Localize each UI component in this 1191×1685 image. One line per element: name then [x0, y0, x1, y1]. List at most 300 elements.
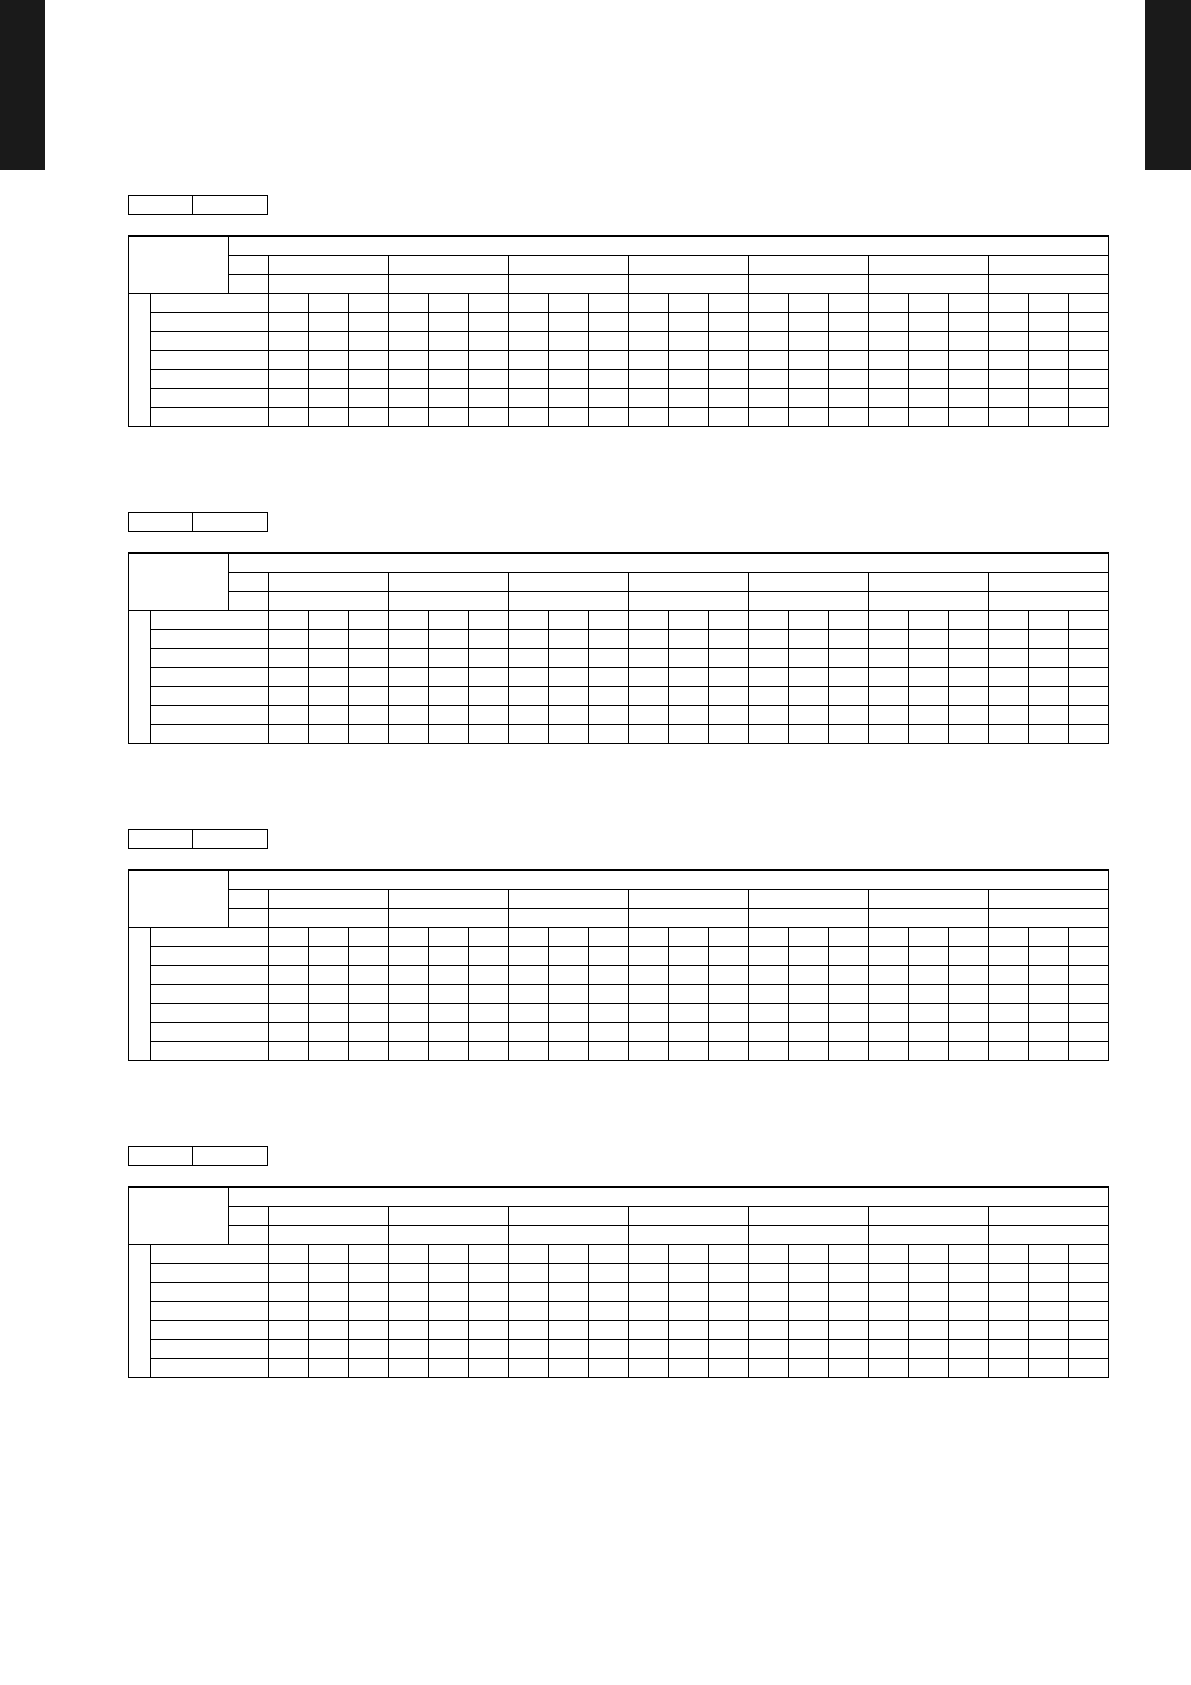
table-cell	[269, 370, 309, 389]
table-cell	[989, 966, 1029, 985]
table-cell	[829, 725, 869, 744]
table-cell	[389, 928, 429, 947]
table-cell	[749, 706, 789, 725]
table-cell	[829, 294, 869, 313]
table-cell	[1069, 1023, 1109, 1042]
table-cell	[1029, 332, 1069, 351]
table-row	[129, 630, 1109, 649]
table-cell	[789, 649, 829, 668]
table-cell	[989, 611, 1029, 630]
table-row	[129, 611, 1109, 630]
table-cell	[309, 630, 349, 649]
table-cell	[749, 725, 789, 744]
table-cell	[429, 1042, 469, 1061]
table-cell	[469, 1340, 509, 1359]
table-cell	[949, 294, 989, 313]
table-row	[129, 1245, 1109, 1264]
subgroup-header-cell	[869, 1226, 989, 1245]
table-cell	[1029, 370, 1069, 389]
table-cell	[1069, 1264, 1109, 1283]
table-cell	[469, 1321, 509, 1340]
table-cell	[1029, 1321, 1069, 1340]
table-cell	[989, 408, 1029, 427]
table-cell	[789, 630, 829, 649]
table-cell	[469, 389, 509, 408]
table-cell	[309, 1004, 349, 1023]
table-cell	[829, 649, 869, 668]
table-cell	[789, 1042, 829, 1061]
table-cell	[869, 928, 909, 947]
table-cell	[629, 1321, 669, 1340]
group-header-cell	[269, 573, 389, 592]
table-cell	[789, 668, 829, 687]
table-cell	[469, 313, 509, 332]
table-cell	[469, 725, 509, 744]
table-cell	[869, 1245, 909, 1264]
table-cell	[1069, 1321, 1109, 1340]
table-cell	[389, 1359, 429, 1378]
table-cell	[829, 687, 869, 706]
table-cell	[989, 332, 1029, 351]
side-label-cell	[129, 928, 151, 1061]
table-title-cell	[229, 236, 1109, 256]
table-cell	[829, 1321, 869, 1340]
table-cell	[509, 1004, 549, 1023]
table-cell	[829, 985, 869, 1004]
table-cell	[829, 1042, 869, 1061]
row-label-cell	[151, 1245, 269, 1264]
subgroup-header-cell	[869, 592, 989, 611]
table-cell	[309, 370, 349, 389]
subgroup-header-cell	[269, 909, 389, 928]
table-cell	[309, 1264, 349, 1283]
row-label-cell	[151, 649, 269, 668]
table-cell	[1029, 947, 1069, 966]
table-cell	[669, 1264, 709, 1283]
table-cell	[349, 1340, 389, 1359]
table-cell	[429, 928, 469, 947]
table-cell	[629, 947, 669, 966]
table-cell	[909, 1302, 949, 1321]
table-cell	[1069, 630, 1109, 649]
table-cell	[829, 1283, 869, 1302]
table-cell	[749, 966, 789, 985]
table-cell	[789, 706, 829, 725]
subgroup-header-cell	[629, 909, 749, 928]
table-cell	[309, 351, 349, 370]
table-cell	[309, 1340, 349, 1359]
table-cell	[749, 389, 789, 408]
table-cell	[1029, 611, 1069, 630]
section-label-key	[129, 196, 193, 214]
table-cell	[869, 1359, 909, 1378]
side-label-cell	[129, 1245, 151, 1378]
table-cell	[709, 1321, 749, 1340]
table-cell	[789, 928, 829, 947]
table-cell	[709, 966, 749, 985]
table-cell	[389, 313, 429, 332]
table-cell	[589, 966, 629, 985]
table-cell	[549, 649, 589, 668]
table-cell	[509, 649, 549, 668]
table-cell	[1029, 687, 1069, 706]
table-cell	[1069, 1004, 1109, 1023]
subgroup-header-cell	[989, 592, 1109, 611]
table-cell	[709, 947, 749, 966]
group-header-cell	[989, 256, 1109, 275]
table-cell	[1069, 351, 1109, 370]
table-cell	[749, 370, 789, 389]
table-cell	[829, 928, 869, 947]
group-header-cell	[629, 256, 749, 275]
row-label-cell	[151, 332, 269, 351]
table-cell	[789, 370, 829, 389]
table-cell	[269, 313, 309, 332]
subgroup-header-cell	[629, 275, 749, 294]
subgroup-row-label	[229, 275, 269, 294]
group-row-label	[229, 890, 269, 909]
table-cell	[469, 1023, 509, 1042]
table-cell	[549, 928, 589, 947]
table-cell	[949, 966, 989, 985]
table-cell	[589, 985, 629, 1004]
table-cell	[509, 1283, 549, 1302]
table-cell	[389, 1321, 429, 1340]
row-label-cell	[151, 1023, 269, 1042]
table-cell	[989, 985, 1029, 1004]
table-cell	[589, 1321, 629, 1340]
table-cell	[309, 1321, 349, 1340]
table-cell	[829, 1264, 869, 1283]
table-cell	[989, 649, 1029, 668]
table-cell	[709, 313, 749, 332]
table-cell	[349, 725, 389, 744]
table-cell	[1069, 687, 1109, 706]
group-row-label	[229, 1207, 269, 1226]
group-header-cell	[629, 1207, 749, 1226]
table-cell	[1029, 1004, 1069, 1023]
table-cell	[789, 1004, 829, 1023]
table-cell	[349, 1283, 389, 1302]
table-cell	[629, 332, 669, 351]
group-header-cell	[269, 1207, 389, 1226]
table-cell	[1029, 1359, 1069, 1378]
table-cell	[549, 1042, 589, 1061]
table-cell	[309, 611, 349, 630]
table-cell	[869, 668, 909, 687]
table-cell	[269, 351, 309, 370]
row-label-cell	[151, 668, 269, 687]
table-cell	[389, 725, 429, 744]
table-cell	[869, 725, 909, 744]
table-cell	[629, 408, 669, 427]
table-cell	[469, 630, 509, 649]
table-cell	[669, 294, 709, 313]
table-cell	[709, 1283, 749, 1302]
table-cell	[349, 668, 389, 687]
section-label-value	[193, 1147, 267, 1165]
table-cell	[749, 668, 789, 687]
subgroup-header-cell	[269, 275, 389, 294]
section-label-key	[129, 830, 193, 848]
table-cell	[429, 1302, 469, 1321]
table-cell	[589, 928, 629, 947]
table-cell	[349, 313, 389, 332]
table-cell	[389, 389, 429, 408]
table-cell	[1029, 1023, 1069, 1042]
table-cell	[269, 294, 309, 313]
table-cell	[389, 985, 429, 1004]
table-cell	[389, 1302, 429, 1321]
table-cell	[549, 725, 589, 744]
table-cell	[629, 1023, 669, 1042]
table-cell	[549, 1004, 589, 1023]
table-cell	[469, 687, 509, 706]
table-cell	[669, 1004, 709, 1023]
table-cell	[389, 706, 429, 725]
table-cell	[549, 1245, 589, 1264]
table-cell	[949, 1283, 989, 1302]
table-cell	[869, 1004, 909, 1023]
side-label-cell	[129, 611, 151, 744]
table-cell	[949, 408, 989, 427]
table-cell	[429, 294, 469, 313]
table-cell	[509, 408, 549, 427]
table-cell	[749, 1245, 789, 1264]
table-cell	[509, 725, 549, 744]
subgroup-row-label	[229, 909, 269, 928]
table-cell	[509, 611, 549, 630]
table-cell	[789, 947, 829, 966]
table-cell	[669, 408, 709, 427]
subgroup-header-cell	[509, 275, 629, 294]
table-cell	[429, 1264, 469, 1283]
table-cell	[549, 370, 589, 389]
subgroup-header-cell	[389, 275, 509, 294]
table-cell	[589, 294, 629, 313]
table-cell	[749, 332, 789, 351]
group-header-cell	[989, 1207, 1109, 1226]
table-cell	[749, 351, 789, 370]
table-cell	[549, 408, 589, 427]
table-cell	[309, 1042, 349, 1061]
table-cell	[269, 947, 309, 966]
table-cell	[469, 985, 509, 1004]
table-cell	[429, 370, 469, 389]
table-cell	[1029, 966, 1069, 985]
table-cell	[589, 1283, 629, 1302]
table-cell	[349, 1042, 389, 1061]
table-cell	[389, 649, 429, 668]
subgroup-header-cell	[749, 275, 869, 294]
table-cell	[949, 947, 989, 966]
table-cell	[709, 1264, 749, 1283]
table-cell	[909, 1321, 949, 1340]
table-cell	[669, 1340, 709, 1359]
table-cell	[749, 1264, 789, 1283]
table-cell	[869, 332, 909, 351]
table-cell	[349, 1359, 389, 1378]
table-cell	[309, 389, 349, 408]
table-row	[129, 966, 1109, 985]
table-cell	[349, 332, 389, 351]
subgroup-header-cell	[509, 909, 629, 928]
table-cell	[549, 947, 589, 966]
table-cell	[309, 1245, 349, 1264]
table-cell	[789, 1302, 829, 1321]
table-cell	[469, 611, 509, 630]
table-cell	[349, 294, 389, 313]
table-cell	[989, 1302, 1029, 1321]
group-row-label	[229, 573, 269, 592]
table-cell	[909, 1283, 949, 1302]
table-cell	[669, 725, 709, 744]
table-cell	[589, 351, 629, 370]
table-cell	[989, 706, 1029, 725]
table-cell	[949, 706, 989, 725]
table-cell	[1029, 668, 1069, 687]
table-cell	[1069, 389, 1109, 408]
table-cell	[669, 668, 709, 687]
table-cell	[629, 706, 669, 725]
table-cell	[989, 630, 1029, 649]
table-cell	[469, 706, 509, 725]
group-header-cell	[989, 890, 1109, 909]
table-cell	[509, 370, 549, 389]
table-cell	[869, 370, 909, 389]
table-cell	[669, 1245, 709, 1264]
table-cell	[989, 1359, 1029, 1378]
table-cell	[389, 1340, 429, 1359]
table-row	[129, 389, 1109, 408]
table-cell	[909, 408, 949, 427]
table-cell	[429, 668, 469, 687]
table-cell	[669, 1283, 709, 1302]
table-cell	[389, 947, 429, 966]
table-cell	[509, 1264, 549, 1283]
table-cell	[1069, 668, 1109, 687]
table-cell	[869, 1340, 909, 1359]
table-cell	[949, 1245, 989, 1264]
table-cell	[749, 1042, 789, 1061]
table-cell	[429, 1023, 469, 1042]
table-cell	[949, 928, 989, 947]
table-cell	[469, 1042, 509, 1061]
table-cell	[869, 1321, 909, 1340]
table-cell	[789, 294, 829, 313]
subgroup-row-label	[229, 1226, 269, 1245]
table-cell	[429, 947, 469, 966]
table-cell	[269, 1042, 309, 1061]
table-cell	[469, 1004, 509, 1023]
table-cell	[829, 706, 869, 725]
table-cell	[429, 1283, 469, 1302]
row-label-cell	[151, 408, 269, 427]
table-cell	[269, 408, 309, 427]
table-row	[129, 725, 1109, 744]
table-cell	[909, 1004, 949, 1023]
table-cell	[829, 408, 869, 427]
table-cell	[589, 668, 629, 687]
table-cell	[669, 1321, 709, 1340]
row-label-cell	[151, 947, 269, 966]
group-header-cell	[269, 890, 389, 909]
table-cell	[509, 928, 549, 947]
group-header-cell	[389, 890, 509, 909]
group-header-row	[129, 573, 1109, 592]
table-cell	[549, 630, 589, 649]
table-cell	[309, 985, 349, 1004]
row-label-cell	[151, 687, 269, 706]
table-cell	[829, 313, 869, 332]
table-cell	[709, 1004, 749, 1023]
table-cell	[629, 389, 669, 408]
table-row	[129, 649, 1109, 668]
table-cell	[989, 1321, 1029, 1340]
group-row-label	[229, 256, 269, 275]
table-cell	[309, 706, 349, 725]
table-cell	[709, 294, 749, 313]
table-cell	[989, 294, 1029, 313]
table-row	[129, 1023, 1109, 1042]
table-cell	[429, 687, 469, 706]
table-cell	[549, 1359, 589, 1378]
table-cell	[669, 947, 709, 966]
table-cell	[509, 706, 549, 725]
table-cell	[429, 1321, 469, 1340]
table-cell	[509, 351, 549, 370]
table-cell	[909, 725, 949, 744]
table-row	[129, 1264, 1109, 1283]
subgroup-row-label	[229, 592, 269, 611]
table-cell	[1029, 725, 1069, 744]
table-cell	[469, 1283, 509, 1302]
side-label-cell	[129, 294, 151, 427]
table-cell	[589, 1264, 629, 1283]
table-cell	[789, 1023, 829, 1042]
row-label-cell	[151, 370, 269, 389]
table-cell	[669, 966, 709, 985]
table-cell	[509, 1321, 549, 1340]
table-row	[129, 294, 1109, 313]
spec-table	[128, 235, 1109, 427]
table-cell	[269, 706, 309, 725]
table-cell	[269, 966, 309, 985]
table-cell	[269, 1302, 309, 1321]
table-title-row	[129, 236, 1109, 256]
table-cell	[709, 985, 749, 1004]
table-cell	[869, 313, 909, 332]
group-header-cell	[509, 1207, 629, 1226]
table-cell	[389, 408, 429, 427]
table-cell	[549, 687, 589, 706]
table-cell	[349, 985, 389, 1004]
table-cell	[1069, 332, 1109, 351]
table-cell	[1069, 985, 1109, 1004]
table-cell	[709, 1340, 749, 1359]
table-cell	[509, 687, 549, 706]
table-cell	[589, 1245, 629, 1264]
table-cell	[309, 1302, 349, 1321]
table-cell	[389, 1023, 429, 1042]
subgroup-header-cell	[989, 909, 1109, 928]
table-cell	[909, 389, 949, 408]
table-cell	[349, 351, 389, 370]
table-cell	[549, 313, 589, 332]
table-cell	[749, 294, 789, 313]
table-cell	[869, 1283, 909, 1302]
table-cell	[829, 1302, 869, 1321]
